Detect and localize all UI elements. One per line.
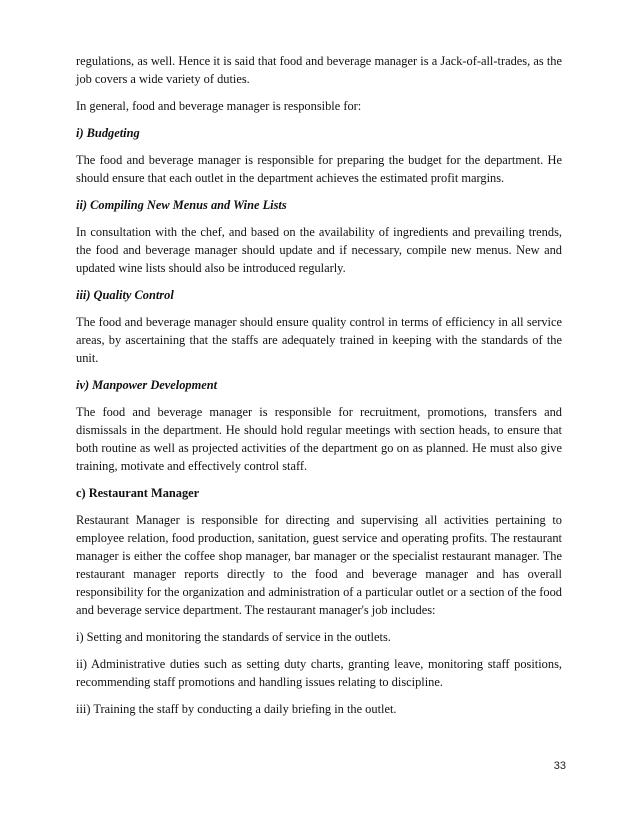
body-paragraph: regulations, as well. Hence it is said that food and beverage manager is a Jack-of-all-trades, as the job covers a wide variety of duties. — [76, 54, 562, 86]
list-item: ii) Administrative duties such as setting duty charts, granting leave, monitoring staff positions, recommending staff promotions and handling issues relating to discipline. — [76, 657, 562, 689]
list-item: i) Setting and monitoring the standards of service in the outlets. — [76, 630, 391, 644]
section-heading: ii) Compiling New Menus and Wine Lists — [76, 198, 287, 212]
body-paragraph: The food and beverage manager is responsible for recruitment, promotions, transfers and dismissals in the department. He should hold regular meetings with section heads, to ensure that both routine as well as projected activities of the department go on as planned. He must also give training, motivate and effectively control staff. — [76, 405, 562, 473]
section-heading: c) Restaurant Manager — [76, 486, 200, 500]
list-item: iii) Training the staff by conducting a daily briefing in the outlet. — [76, 702, 397, 716]
body-paragraph: The food and beverage manager should ensure quality control in terms of efficiency in all service areas, by ascertaining that the staffs are adequately trained in keeping with the standards of the unit. — [76, 315, 562, 365]
body-paragraph: In consultation with the chef, and based on the availability of ingredients and prevailing trends, the food and beverage manager should update and if necessary, compile new menus. New and updated wine lists should also be introduced regularly. — [76, 225, 562, 275]
section-heading: i) Budgeting — [76, 126, 140, 140]
section-heading: iii) Quality Control — [76, 288, 174, 302]
section-heading: iv) Manpower Development — [76, 378, 218, 392]
body-paragraph: The food and beverage manager is responsible for preparing the budget for the department. He should ensure that each outlet in the department achieves the estimated profit margins. — [76, 153, 562, 185]
page-content — [76, 52, 562, 727]
body-paragraph: In general, food and beverage manager is responsible for: — [76, 99, 362, 113]
page-number: 33 — [553, 760, 566, 772]
body-paragraph: Restaurant Manager is responsible for directing and supervising all activities pertaining to employee relation, food production, sanitation, guest service and operating profits. The restaurant manager is either the coffee shop manager, bar manager or the specialist restaurant manager. The restaurant manager reports directly to the food and beverage manager and has overall responsibility for the organization and administration of a particular outlet or a section of the food and beverage service department. The restaurant manager's job includes: — [76, 513, 562, 617]
